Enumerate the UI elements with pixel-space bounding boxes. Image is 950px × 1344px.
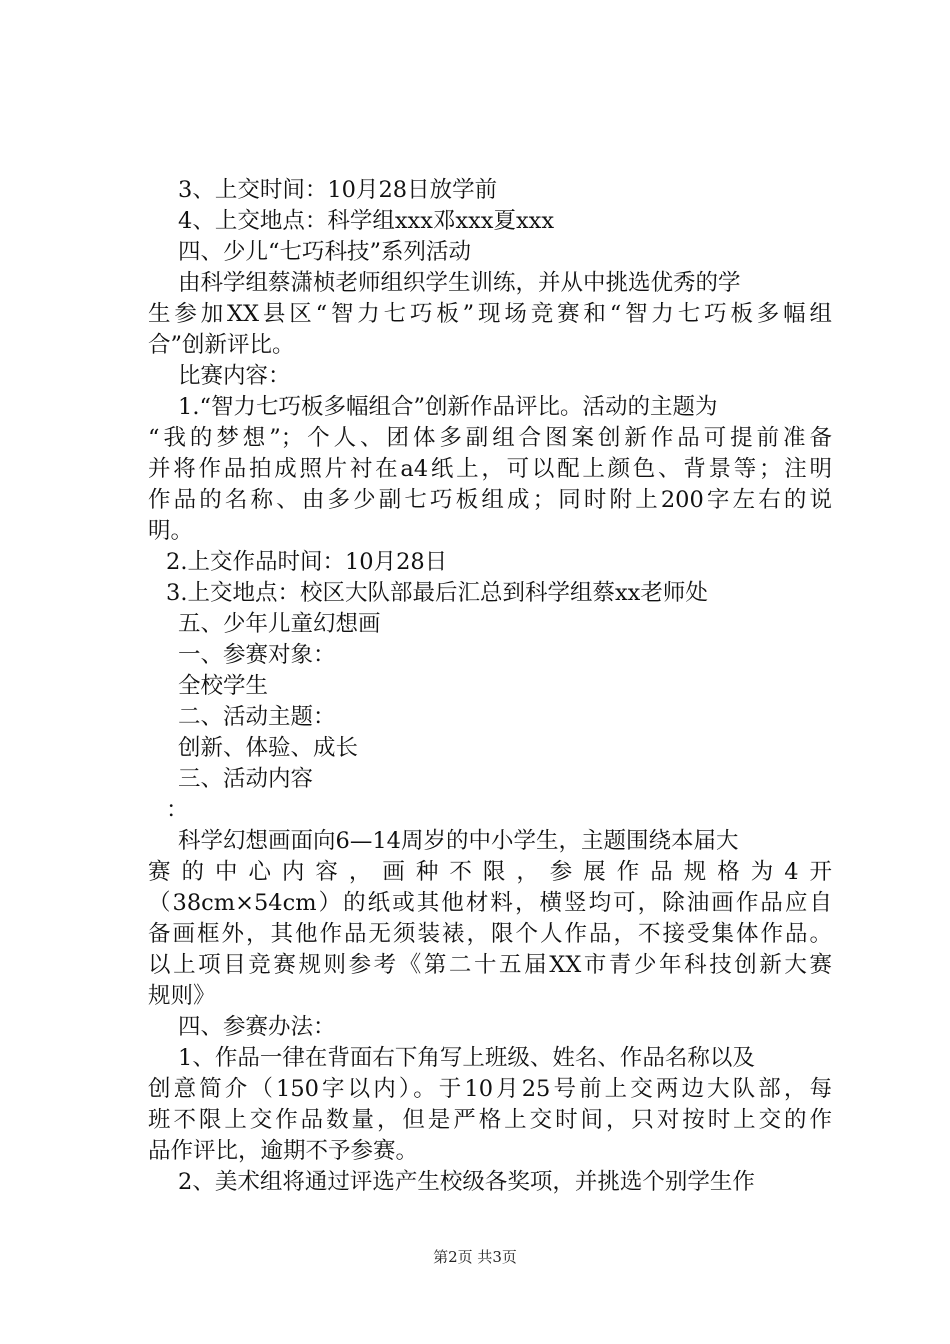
- section-heading: 四、少儿“七巧科技”系列活动: [178, 239, 472, 265]
- text-line: 3.上交地点：校区大队部最后汇总到科学组蔡xx老师处: [166, 580, 708, 606]
- text-line: 创意简介（150字以内）。于10月25号前上交两边大队部，每: [148, 1076, 832, 1102]
- text-line: 以上项目竞赛规则参考《第二十五届XX市青少年科技创新大赛: [148, 952, 832, 978]
- text-line: “我的梦想”；个人、团体多副组合图案创新作品可提前准备: [148, 425, 832, 451]
- text-line: 班不限上交作品数量，但是严格上交时间，只对按时上交的作: [148, 1107, 832, 1133]
- text-line: 2、美术组将通过评选产生校级各奖项，并挑选个别学生作: [178, 1169, 755, 1195]
- text-line: 并将作品拍成照片衬在a4纸上，可以配上颜色、背景等；注明: [148, 456, 832, 482]
- text-line: 赛的中心内容，画种不限，参展作品规格为4开: [148, 859, 832, 885]
- text-line: 品作评比，逾期不予参赛。: [148, 1138, 419, 1164]
- text-line: 合”创新评比。: [148, 332, 295, 358]
- text-line: 比赛内容：: [178, 363, 291, 389]
- text-line: 4、上交地点：科学组xxx邓xxx夏xxx: [178, 208, 555, 234]
- text-line: 三、活动内容: [178, 766, 314, 792]
- text-line: 3、上交时间：10月28日放学前: [178, 177, 498, 203]
- text-line: 明。: [148, 518, 194, 544]
- text-line: 由科学组蔡潇桢老师组织学生训练，并从中挑选优秀的学: [178, 270, 741, 296]
- text-line: 2.上交作品时间：10月28日: [166, 549, 448, 575]
- text-line: 创新、体验、成长: [178, 735, 359, 761]
- page-number-footer: 第2页 共3页: [433, 1248, 517, 1266]
- text-line: 二、活动主题：: [178, 704, 336, 730]
- text-line: 备画框外，其他作品无须装裱，限个人作品，不接受集体作品。: [148, 921, 832, 947]
- text-line: 四、参赛办法：: [178, 1014, 336, 1040]
- text-line: 作品的名称、由多少副七巧板组成；同时附上200字左右的说: [148, 487, 832, 513]
- text-line: 1.“智力七巧板多幅组合”创新作品评比。活动的主题为: [178, 394, 718, 420]
- text-line: ：: [166, 797, 189, 823]
- text-line: 全校学生: [178, 673, 269, 699]
- text-line: 生参加XX县区“智力七巧板”现场竞赛和“智力七巧板多幅组: [148, 301, 832, 327]
- text-line: 科学幻想画面向6—14周岁的中小学生，主题围绕本届大: [178, 828, 739, 854]
- section-heading: 五、少年儿童幻想画: [178, 611, 381, 637]
- text-line: （38cm×54cm）的纸或其他材料，横竖均可，除油画作品应自: [148, 890, 832, 916]
- text-line: 一、参赛对象：: [178, 642, 336, 668]
- text-line: 规则》: [148, 983, 216, 1009]
- text-line: 1、作品一律在背面右下角写上班级、姓名、作品名称以及: [178, 1045, 755, 1071]
